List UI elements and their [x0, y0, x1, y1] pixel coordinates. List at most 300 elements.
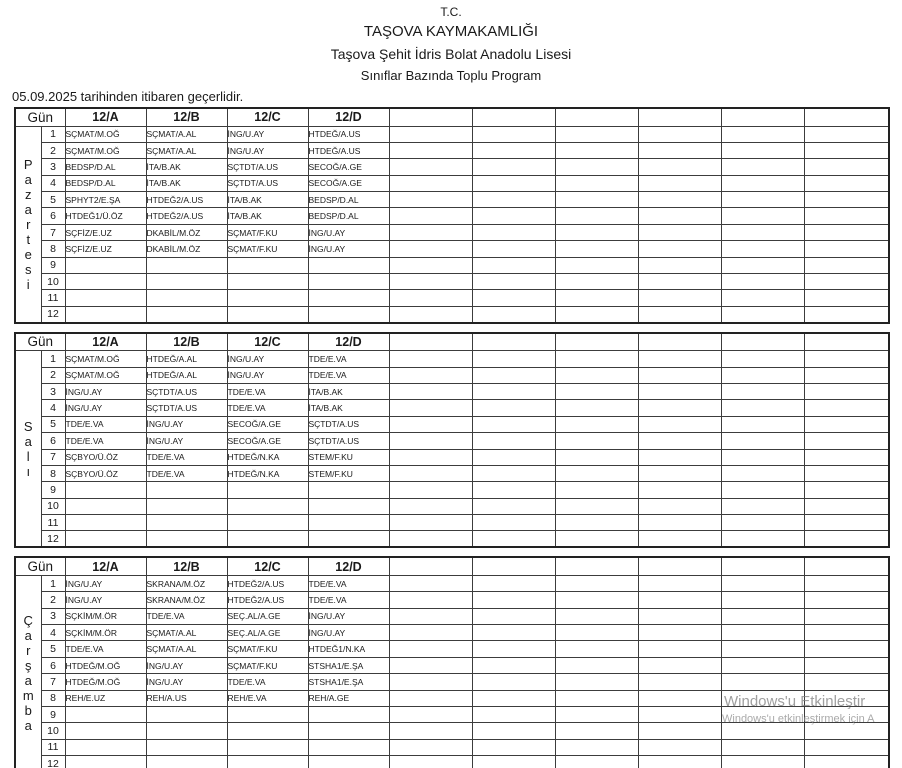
- empty-schedule-cell: [804, 306, 889, 322]
- schedule-cell: SÇMAT/M.OĞ: [65, 367, 146, 383]
- schedule-cell: SÇKİM/M.ÖR: [65, 608, 146, 624]
- schedule-cell: HTDEĞ2/A.US: [227, 592, 308, 608]
- schedule-cell: HTDEĞ/A.US: [308, 126, 389, 142]
- schedule-cell: TDE/E.VA: [65, 433, 146, 449]
- school-name: Taşova Şehit İdris Bolat Anadolu Lisesi: [330, 46, 572, 62]
- schedule-cell: [227, 274, 308, 290]
- schedule-cell: HTDEĞ1/N.KA: [308, 641, 389, 657]
- empty-column-header: [804, 557, 889, 575]
- empty-schedule-cell: [804, 756, 889, 768]
- period-number: 6: [41, 657, 65, 673]
- empty-schedule-cell: [472, 126, 555, 142]
- period-row: [15, 575, 889, 591]
- period-number: 5: [41, 192, 65, 208]
- schedule-cell: İTA/B.AK: [146, 175, 227, 191]
- empty-schedule-cell: [472, 383, 555, 399]
- empty-schedule-cell: [555, 400, 638, 416]
- day-column-header: Gün: [15, 333, 65, 351]
- period-row: [15, 142, 889, 158]
- empty-schedule-cell: [389, 739, 472, 755]
- class-column-header: 12/C: [227, 333, 308, 351]
- empty-schedule-cell: [472, 465, 555, 481]
- empty-schedule-cell: [555, 367, 638, 383]
- schedule-cell: SÇMAT/M.OĞ: [65, 142, 146, 158]
- schedule-cell: SÇTDT/A.US: [227, 175, 308, 191]
- schedule-cell: HTDEĞ/A.US: [308, 142, 389, 158]
- empty-schedule-cell: [638, 498, 721, 514]
- schedule-cell: TDE/E.VA: [146, 449, 227, 465]
- schedule-cell: İNG/U.AY: [308, 224, 389, 240]
- schedule-cell: İNG/U.AY: [308, 241, 389, 257]
- schedule-cell: TDE/E.VA: [146, 465, 227, 481]
- period-number: 11: [41, 739, 65, 755]
- empty-schedule-cell: [804, 433, 889, 449]
- period-row: [15, 400, 889, 416]
- empty-schedule-cell: [638, 575, 721, 591]
- empty-schedule-cell: [721, 224, 804, 240]
- empty-column-header: [638, 333, 721, 351]
- schedule-cell: DKABİL/M.ÖZ: [146, 224, 227, 240]
- empty-schedule-cell: [472, 241, 555, 257]
- period-number: 9: [41, 257, 65, 273]
- empty-schedule-cell: [389, 690, 472, 706]
- schedule-cell: SÇMAT/A.AL: [146, 625, 227, 641]
- empty-schedule-cell: [804, 383, 889, 399]
- period-number: 10: [41, 498, 65, 514]
- empty-schedule-cell: [804, 192, 889, 208]
- schedule-cell: İNG/U.AY: [146, 657, 227, 673]
- empty-schedule-cell: [638, 274, 721, 290]
- schedule-cell: [227, 257, 308, 273]
- period-number: 12: [41, 531, 65, 547]
- empty-schedule-cell: [472, 290, 555, 306]
- period-row: [15, 449, 889, 465]
- empty-schedule-cell: [389, 723, 472, 739]
- empty-schedule-cell: [389, 482, 472, 498]
- empty-schedule-cell: [472, 690, 555, 706]
- schedule-cell: SÇBYO/Ü.ÖZ: [65, 465, 146, 481]
- period-row: [15, 126, 889, 142]
- empty-schedule-cell: [389, 159, 472, 175]
- empty-schedule-cell: [472, 608, 555, 624]
- empty-schedule-cell: [804, 367, 889, 383]
- period-row: [15, 257, 889, 273]
- empty-schedule-cell: [389, 142, 472, 158]
- empty-schedule-cell: [721, 274, 804, 290]
- schedule-cell: HTDEĞ/M.OĞ: [65, 674, 146, 690]
- schedule-cell: [65, 723, 146, 739]
- schedule-cell: SKRANA/M.ÖZ: [146, 592, 227, 608]
- empty-schedule-cell: [721, 657, 804, 673]
- schedule-cell: SEÇ.AL/A.GE: [227, 625, 308, 641]
- schedule-cell: [65, 756, 146, 768]
- period-row: [15, 351, 889, 367]
- schedule-cell: [227, 498, 308, 514]
- schedule-cell: SECOĞ/A.GE: [308, 159, 389, 175]
- schedule-cell: [65, 274, 146, 290]
- schedule-cell: [146, 723, 227, 739]
- empty-schedule-cell: [804, 159, 889, 175]
- empty-schedule-cell: [389, 224, 472, 240]
- empty-column-header: [555, 557, 638, 575]
- class-column-header: 12/B: [146, 333, 227, 351]
- period-row: [15, 306, 889, 322]
- empty-schedule-cell: [804, 224, 889, 240]
- document-header: [0, 0, 902, 87]
- empty-schedule-cell: [389, 241, 472, 257]
- empty-schedule-cell: [804, 657, 889, 673]
- empty-column-header: [638, 108, 721, 126]
- empty-schedule-cell: [804, 625, 889, 641]
- empty-column-header: [721, 557, 804, 575]
- schedule-cell: [308, 515, 389, 531]
- period-row: [15, 531, 889, 547]
- period-row: [15, 756, 889, 768]
- schedule-cell: STEM/F.KU: [308, 449, 389, 465]
- schedule-cell: [146, 257, 227, 273]
- empty-schedule-cell: [555, 641, 638, 657]
- schedule-cell: SKRANA/M.ÖZ: [146, 575, 227, 591]
- schedule-cell: [227, 482, 308, 498]
- empty-schedule-cell: [638, 257, 721, 273]
- empty-schedule-cell: [638, 367, 721, 383]
- empty-schedule-cell: [721, 707, 804, 723]
- schedule-cell: SÇMAT/A.AL: [146, 126, 227, 142]
- empty-schedule-cell: [555, 306, 638, 322]
- empty-schedule-cell: [555, 515, 638, 531]
- empty-schedule-cell: [555, 290, 638, 306]
- schedule-cell: [146, 274, 227, 290]
- schedule-cell: [227, 306, 308, 322]
- schedule-cell: BEDSP/D.AL: [65, 159, 146, 175]
- empty-schedule-cell: [804, 257, 889, 273]
- empty-schedule-cell: [638, 290, 721, 306]
- period-number: 2: [41, 142, 65, 158]
- empty-schedule-cell: [721, 192, 804, 208]
- empty-schedule-cell: [804, 351, 889, 367]
- empty-schedule-cell: [721, 592, 804, 608]
- empty-schedule-cell: [472, 515, 555, 531]
- empty-schedule-cell: [389, 575, 472, 591]
- empty-schedule-cell: [555, 608, 638, 624]
- period-row: [15, 707, 889, 723]
- empty-schedule-cell: [389, 641, 472, 657]
- empty-schedule-cell: [389, 608, 472, 624]
- empty-schedule-cell: [638, 756, 721, 768]
- schedule-cell: [227, 756, 308, 768]
- empty-schedule-cell: [721, 400, 804, 416]
- schedule-cell: SÇMAT/A.AL: [146, 142, 227, 158]
- empty-schedule-cell: [721, 367, 804, 383]
- period-row: [15, 690, 889, 706]
- schedule-tables-container: [14, 107, 902, 768]
- empty-schedule-cell: [721, 175, 804, 191]
- schedule-cell: SÇTDT/A.US: [146, 383, 227, 399]
- period-row: [15, 208, 889, 224]
- empty-schedule-cell: [804, 416, 889, 432]
- empty-schedule-cell: [638, 208, 721, 224]
- schedule-cell: SÇMAT/F.KU: [227, 224, 308, 240]
- schedule-cell: SÇMAT/F.KU: [227, 241, 308, 257]
- schedule-cell: SÇMAT/M.OĞ: [65, 351, 146, 367]
- empty-schedule-cell: [638, 531, 721, 547]
- day-name-vertical-label: P a z a r t e s i: [15, 126, 41, 323]
- schedule-cell: İTA/B.AK: [227, 192, 308, 208]
- empty-schedule-cell: [638, 723, 721, 739]
- period-row: [15, 515, 889, 531]
- empty-schedule-cell: [555, 707, 638, 723]
- period-number: 10: [41, 723, 65, 739]
- schedule-cell: SÇTDT/A.US: [227, 159, 308, 175]
- period-row: [15, 290, 889, 306]
- empty-schedule-cell: [555, 625, 638, 641]
- empty-schedule-cell: [389, 515, 472, 531]
- empty-schedule-cell: [721, 515, 804, 531]
- empty-schedule-cell: [804, 400, 889, 416]
- period-number: 6: [41, 433, 65, 449]
- empty-schedule-cell: [804, 142, 889, 158]
- empty-schedule-cell: [389, 707, 472, 723]
- empty-schedule-cell: [804, 608, 889, 624]
- empty-schedule-cell: [555, 383, 638, 399]
- schedule-cell: HTDEĞ/A.AL: [146, 367, 227, 383]
- schedule-cell: [227, 531, 308, 547]
- schedule-cell: İNG/U.AY: [146, 674, 227, 690]
- schedule-cell: BEDSP/D.AL: [65, 175, 146, 191]
- empty-schedule-cell: [555, 592, 638, 608]
- class-column-header: 12/C: [227, 557, 308, 575]
- schedule-cell: DKABİL/M.ÖZ: [146, 241, 227, 257]
- empty-schedule-cell: [389, 306, 472, 322]
- empty-schedule-cell: [721, 351, 804, 367]
- schedule-cell: TDE/E.VA: [146, 608, 227, 624]
- period-number: 11: [41, 290, 65, 306]
- schedule-cell: [65, 707, 146, 723]
- schedule-cell: İNG/U.AY: [65, 383, 146, 399]
- schedule-cell: REH/A.US: [146, 690, 227, 706]
- period-row: [15, 739, 889, 755]
- empty-schedule-cell: [804, 482, 889, 498]
- schedule-cell: TDE/E.VA: [227, 400, 308, 416]
- empty-schedule-cell: [389, 126, 472, 142]
- empty-schedule-cell: [389, 208, 472, 224]
- empty-schedule-cell: [638, 482, 721, 498]
- class-column-header: 12/D: [308, 108, 389, 126]
- empty-column-header: [804, 108, 889, 126]
- empty-schedule-cell: [555, 351, 638, 367]
- schedule-cell: SÇMAT/M.OĞ: [65, 126, 146, 142]
- empty-schedule-cell: [389, 175, 472, 191]
- empty-schedule-cell: [721, 126, 804, 142]
- period-number: 7: [41, 449, 65, 465]
- empty-schedule-cell: [804, 674, 889, 690]
- empty-schedule-cell: [721, 641, 804, 657]
- empty-schedule-cell: [472, 625, 555, 641]
- empty-schedule-cell: [804, 274, 889, 290]
- empty-schedule-cell: [555, 192, 638, 208]
- period-number: 1: [41, 126, 65, 142]
- empty-schedule-cell: [721, 690, 804, 706]
- empty-column-header: [555, 108, 638, 126]
- schedule-cell: SÇTDT/A.US: [308, 433, 389, 449]
- empty-schedule-cell: [721, 208, 804, 224]
- schedule-cell: STSHA1/E.ŞA: [308, 657, 389, 673]
- schedule-cell: [308, 756, 389, 768]
- schedule-cell: HTDEĞ/N.KA: [227, 449, 308, 465]
- schedule-cell: SECOĞ/A.GE: [227, 433, 308, 449]
- empty-schedule-cell: [472, 641, 555, 657]
- day-column-header: Gün: [15, 557, 65, 575]
- schedule-cell: [308, 306, 389, 322]
- empty-schedule-cell: [638, 175, 721, 191]
- period-number: 12: [41, 756, 65, 768]
- empty-schedule-cell: [472, 257, 555, 273]
- document-title: Sınıflar Bazında Toplu Program: [360, 68, 542, 83]
- empty-schedule-cell: [389, 257, 472, 273]
- period-number: 7: [41, 674, 65, 690]
- empty-schedule-cell: [804, 575, 889, 591]
- schedule-cell: İTA/B.AK: [308, 400, 389, 416]
- period-number: 12: [41, 306, 65, 322]
- empty-column-header: [389, 333, 472, 351]
- empty-column-header: [555, 333, 638, 351]
- empty-schedule-cell: [555, 756, 638, 768]
- empty-schedule-cell: [721, 531, 804, 547]
- schedule-cell: [308, 257, 389, 273]
- empty-schedule-cell: [555, 690, 638, 706]
- empty-schedule-cell: [721, 465, 804, 481]
- schedule-cell: HTDEĞ2/A.US: [146, 192, 227, 208]
- class-column-header: 12/A: [65, 333, 146, 351]
- period-number: 4: [41, 625, 65, 641]
- class-column-header: 12/B: [146, 557, 227, 575]
- republic-title: T.C.: [440, 5, 462, 19]
- schedule-cell: SPHYT2/E.ŞA: [65, 192, 146, 208]
- empty-schedule-cell: [389, 449, 472, 465]
- empty-schedule-cell: [472, 142, 555, 158]
- schedule-cell: SÇFİZ/E.UZ: [65, 224, 146, 240]
- period-number: 3: [41, 608, 65, 624]
- empty-column-header: [721, 333, 804, 351]
- empty-schedule-cell: [804, 707, 889, 723]
- class-column-header: 12/D: [308, 333, 389, 351]
- empty-schedule-cell: [638, 449, 721, 465]
- period-number: 8: [41, 690, 65, 706]
- schedule-cell: [65, 482, 146, 498]
- schedule-cell: SÇKİM/M.ÖR: [65, 625, 146, 641]
- empty-schedule-cell: [638, 383, 721, 399]
- period-number: 10: [41, 274, 65, 290]
- empty-schedule-cell: [555, 416, 638, 432]
- empty-schedule-cell: [721, 290, 804, 306]
- empty-schedule-cell: [555, 433, 638, 449]
- period-row: [15, 608, 889, 624]
- schedule-cell: SECOĞ/A.GE: [227, 416, 308, 432]
- schedule-cell: [146, 482, 227, 498]
- period-number: 5: [41, 416, 65, 432]
- empty-schedule-cell: [638, 625, 721, 641]
- empty-schedule-cell: [555, 739, 638, 755]
- schedule-cell: SÇMAT/A.AL: [146, 641, 227, 657]
- period-row: [15, 175, 889, 191]
- period-number: 4: [41, 400, 65, 416]
- day-column-header: Gün: [15, 108, 65, 126]
- empty-schedule-cell: [804, 175, 889, 191]
- empty-schedule-cell: [555, 142, 638, 158]
- empty-schedule-cell: [555, 208, 638, 224]
- empty-schedule-cell: [638, 465, 721, 481]
- empty-schedule-cell: [472, 351, 555, 367]
- schedule-cell: HTDEĞ/N.KA: [227, 465, 308, 481]
- empty-schedule-cell: [472, 498, 555, 514]
- empty-schedule-cell: [804, 449, 889, 465]
- schedule-cell: [227, 290, 308, 306]
- empty-schedule-cell: [389, 192, 472, 208]
- empty-schedule-cell: [389, 465, 472, 481]
- schedule-cell: REH/E.UZ: [65, 690, 146, 706]
- schedule-cell: [308, 531, 389, 547]
- schedule-cell: [65, 531, 146, 547]
- empty-schedule-cell: [472, 192, 555, 208]
- class-column-header: 12/A: [65, 108, 146, 126]
- empty-schedule-cell: [389, 498, 472, 514]
- empty-schedule-cell: [804, 241, 889, 257]
- empty-column-header: [472, 557, 555, 575]
- empty-schedule-cell: [721, 241, 804, 257]
- schedule-cell: [227, 739, 308, 755]
- schedule-cell: BEDSP/D.AL: [308, 192, 389, 208]
- schedule-cell: [227, 707, 308, 723]
- schedule-cell: İNG/U.AY: [227, 367, 308, 383]
- schedule-cell: TDE/E.VA: [65, 641, 146, 657]
- empty-schedule-cell: [472, 449, 555, 465]
- empty-schedule-cell: [638, 159, 721, 175]
- schedule-cell: STSHA1/E.ŞA: [308, 674, 389, 690]
- empty-schedule-cell: [555, 575, 638, 591]
- period-number: 6: [41, 208, 65, 224]
- class-column-header: 12/C: [227, 108, 308, 126]
- schedule-cell: STEM/F.KU: [308, 465, 389, 481]
- empty-schedule-cell: [721, 756, 804, 768]
- empty-column-header: [389, 557, 472, 575]
- period-number: 1: [41, 575, 65, 591]
- empty-schedule-cell: [389, 756, 472, 768]
- empty-schedule-cell: [638, 351, 721, 367]
- empty-schedule-cell: [804, 208, 889, 224]
- empty-schedule-cell: [555, 159, 638, 175]
- empty-schedule-cell: [389, 416, 472, 432]
- schedule-cell: TDE/E.VA: [227, 674, 308, 690]
- period-number: 7: [41, 224, 65, 240]
- empty-schedule-cell: [721, 575, 804, 591]
- period-row: [15, 657, 889, 673]
- empty-schedule-cell: [721, 142, 804, 158]
- empty-column-header: [389, 108, 472, 126]
- empty-schedule-cell: [389, 383, 472, 399]
- empty-schedule-cell: [389, 351, 472, 367]
- day-name-vertical-label: Ç a r ş a m b a: [15, 575, 41, 768]
- effective-date-note: 05.09.2025 tarihinden itibaren geçerlidir.: [12, 89, 244, 104]
- empty-schedule-cell: [389, 433, 472, 449]
- schedule-cell: [65, 290, 146, 306]
- period-row: [15, 674, 889, 690]
- schedule-cell: [65, 515, 146, 531]
- empty-schedule-cell: [555, 274, 638, 290]
- empty-schedule-cell: [638, 224, 721, 240]
- schedule-cell: [308, 482, 389, 498]
- schedule-cell: TDE/E.VA: [227, 383, 308, 399]
- empty-schedule-cell: [804, 465, 889, 481]
